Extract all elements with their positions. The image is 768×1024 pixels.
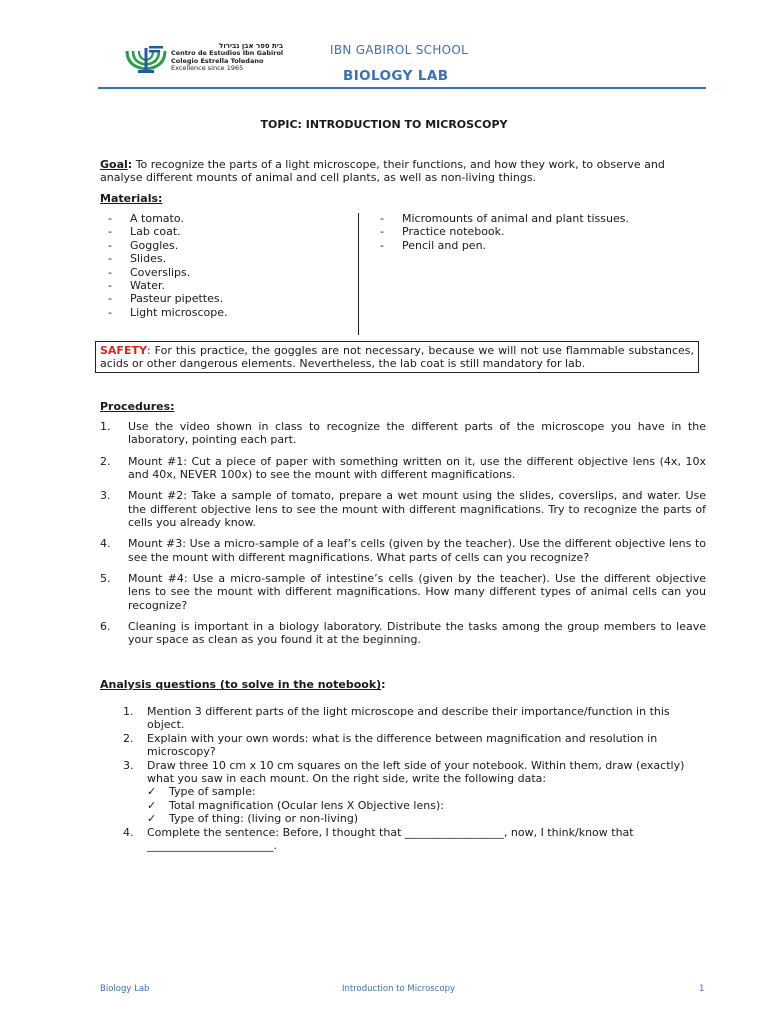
checklist-text: Type of thing: (living or non-living)	[169, 812, 359, 826]
school-logo	[124, 43, 294, 77]
checklist-text: Type of sample:	[169, 785, 256, 799]
analysis-text: Complete the sentence: Before, I thought that __________________, now, I think/know that _______________________.	[147, 825, 634, 853]
checkmark-icon: ✓	[147, 785, 157, 799]
procedure-item	[100, 420, 706, 447]
school-name: IBN GABIROL SCHOOL	[330, 43, 469, 57]
analysis-number: 4.	[123, 825, 134, 839]
goal-label: Goal	[100, 158, 128, 171]
lab-title: BIOLOGY LAB	[343, 68, 449, 84]
procedure-text: Mount #4: Use a micro-sample of intestine’s cells (given by the teacher). Use the different objective lens to see the mount with different magnifications. How many different types of animal cells can you recognize?	[128, 571, 706, 612]
procedure-text: Mount #1: Cut a piece of paper with something written on it, use the different objective lens (4x, 10x and 40x, NEVER 100x) to see the mount with different magnifications.	[128, 454, 706, 482]
procedure-item	[100, 489, 706, 529]
procedure-text: Cleaning is important in a biology laboratory. Distribute the tasks among the group members to leave your space as clean as you found it at the beginning.	[128, 619, 706, 647]
analysis-number: 3.	[123, 758, 134, 772]
list-item: - Practice notebook.	[372, 225, 702, 238]
footer-page-number: 1	[699, 984, 705, 994]
list-item: - Micromounts of animal and plant tissues.	[372, 212, 702, 225]
analysis-item	[123, 826, 703, 853]
procedure-item	[100, 455, 706, 482]
list-item: - Water.	[100, 279, 350, 292]
list-item: - A tomato.	[100, 212, 350, 225]
analysis-heading-text: Analysis questions (to solve in the notebook)	[100, 678, 382, 691]
header-divider	[98, 87, 706, 89]
checkmark-icon: ✓	[147, 798, 157, 812]
procedure-text: Mount #3: Use a micro-sample of a leaf’s cells (given by the teacher). Use the different objective lens to see the mount with different magnifications. What parts of cells can you recognize?	[128, 537, 706, 564]
logo-line-2: Colegio Estrella Toledano	[171, 56, 264, 65]
checkmark-icon: ✓	[147, 812, 157, 826]
topic-title: TOPIC: INTRODUCTION TO MICROSCOPY	[260, 118, 508, 131]
list-item: - Pasteur pipettes.	[100, 292, 350, 305]
materials-divider	[358, 213, 359, 335]
safety-text: For this practice, the goggles are not necessary, because we will not use flammable substances, acids or other dangerous elements. Nevertheless, the lab coat is still mandatory for lab.	[100, 344, 694, 371]
procedure-number: 4.	[100, 537, 111, 551]
logo-line-1: Centro de Estudios Ibn Gabirol	[171, 49, 284, 58]
procedures-list	[100, 420, 706, 654]
procedure-number: 6.	[100, 619, 111, 633]
procedure-text: Use the video shown in class to recognize the different parts of the microscope you have in the laboratory, pointing each part.	[128, 420, 706, 447]
safety-label: SAFETY	[100, 344, 147, 357]
list-item: - Lab coat.	[100, 225, 350, 238]
analysis-text: Explain with your own words: what is the difference between magnification and resolution in microscopy?	[147, 731, 658, 759]
analysis-list	[123, 705, 703, 852]
checklist-item	[147, 785, 703, 798]
checklist-item	[147, 812, 703, 825]
logo-line-3: Excellence since 1965	[171, 64, 244, 73]
materials-heading: Materials:	[100, 192, 163, 205]
materials-list-right	[372, 212, 702, 252]
footer-center: Introduction to Microscopy	[342, 984, 456, 994]
list-item: - Coverslips.	[100, 266, 350, 279]
analysis-item	[123, 732, 703, 759]
analysis-heading-colon: :	[381, 678, 386, 691]
procedure-item	[100, 537, 706, 564]
safety-box: SAFETY: For this practice, the goggles are not necessary, because we will not use flammable substances, acids or other dangerous elements. Nevertheless, the lab coat is still mandatory for lab.	[95, 341, 699, 373]
goal-paragraph: Goal: To recognize the parts of a light microscope, their functions, and how they work, to observe and analyse different mounts of animal and cell plants, as well as non-living things.	[100, 158, 665, 185]
list-item: - Pencil and pen.	[372, 239, 702, 252]
logo-text	[171, 43, 283, 73]
procedure-item	[100, 620, 706, 647]
procedure-number: 2.	[100, 454, 111, 468]
footer-left: Biology Lab	[100, 984, 150, 994]
checklist	[147, 785, 703, 825]
analysis-number: 2.	[123, 731, 134, 745]
logo-hebrew: בית ספר אבן גבירול	[219, 42, 284, 50]
procedure-text: Mount #2: Take a sample of tomato, prepare a wet mount using the slides, coverslips, and water. Use the different objective lens to see the mount with different magnifications. Try to recognize the parts of cells you already know.	[128, 489, 706, 530]
procedure-number: 5.	[100, 571, 111, 585]
list-item: - Light microscope.	[100, 306, 350, 319]
analysis-number: 1.	[123, 705, 134, 718]
materials-list-left	[100, 212, 350, 319]
list-item: - Slides.	[100, 252, 350, 265]
list-item: - Goggles.	[100, 239, 350, 252]
menorah-logo-icon	[124, 45, 168, 75]
checklist-text: Total magnification (Ocular lens X Objective lens):	[169, 798, 444, 812]
analysis-text: Draw three 10 cm x 10 cm squares on the left side of your notebook. Within them, draw (exactly) what you saw in each mount. On the right side, write the following data:	[147, 758, 685, 786]
procedures-heading: Procedures:	[100, 400, 175, 413]
checklist-item	[147, 799, 703, 812]
analysis-text: Mention 3 different parts of the light microscope and describe their importance/function in this object.	[147, 705, 670, 732]
procedure-number: 3.	[100, 489, 111, 503]
analysis-heading	[100, 678, 386, 691]
procedure-number: 1.	[100, 420, 111, 433]
analysis-item	[123, 759, 703, 826]
goal-text: To recognize the parts of a light microscope, their functions, and how they work, to observe and analyse different mounts of animal and cell plants, as well as non-living things.	[100, 158, 665, 185]
procedure-item	[100, 572, 706, 612]
analysis-item	[123, 705, 703, 732]
